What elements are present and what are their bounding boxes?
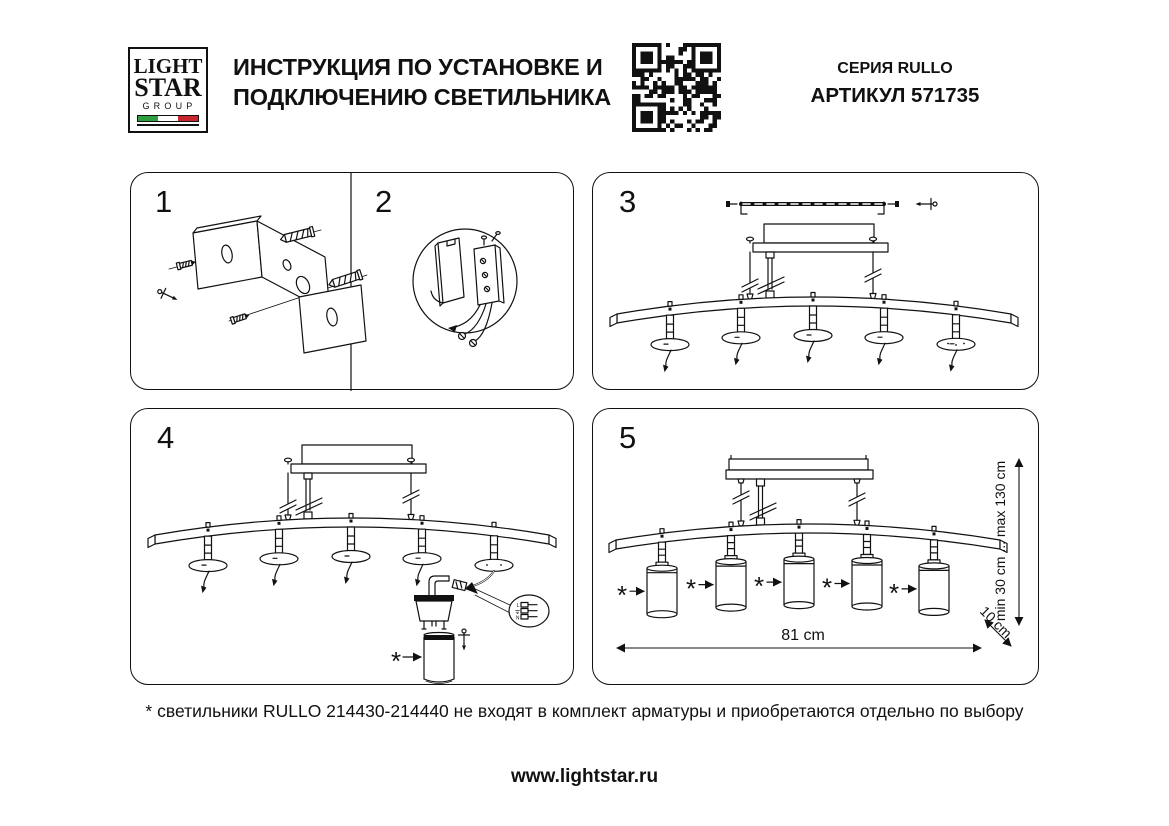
svg-text:*: * (821, 572, 833, 603)
wires (448, 303, 492, 347)
title-line-1: ИНСТРУКЦИЯ ПО УСТАНОВКЕ И (233, 54, 603, 80)
curved-bar (616, 524, 1000, 549)
lamp-socket (414, 576, 454, 629)
ceiling-canopy (285, 445, 427, 473)
logo-word-group: GROUP (142, 101, 197, 111)
qr-code (632, 43, 721, 132)
lightstar-logo (128, 47, 208, 133)
cable-connector (452, 580, 478, 594)
website-url: www.lightstar.ru (510, 766, 659, 787)
flag-white-segment (158, 116, 178, 121)
product-info (795, 60, 995, 108)
article-label: АРТИКУЛ 571735 (810, 84, 980, 107)
step-number-1: 1 (155, 184, 173, 219)
terminal-n-label: N (515, 615, 520, 622)
svg-text:*: * (888, 577, 900, 608)
ceiling-strip (726, 201, 899, 214)
logo-word-star: STAR (134, 73, 202, 102)
panel-step-5 (592, 408, 1039, 685)
step-number-5: 5 (619, 420, 637, 455)
wiring-detail-diagram (413, 229, 517, 347)
screw-icon (459, 629, 470, 651)
screw-icon (156, 286, 180, 305)
svg-text:*: * (685, 573, 697, 604)
fixture-suspension-diagram (593, 173, 1040, 391)
page-title (233, 52, 611, 112)
terminal-l-label: L (516, 603, 520, 609)
logo-underline (137, 124, 199, 126)
dimension-arrows (617, 459, 1019, 648)
panel-step-4 (130, 408, 574, 685)
step-number-3: 3 (619, 184, 637, 219)
depth-dimension-label: 10 cm (976, 602, 1016, 642)
flag-red-segment (178, 116, 198, 121)
panel-steps-1-2 (130, 172, 574, 390)
suspension-rods (733, 479, 865, 526)
svg-text:*: * (753, 571, 765, 602)
lamp-shade (424, 633, 454, 684)
panel-step-3 (592, 172, 1039, 390)
mounting-screw (230, 312, 250, 325)
mounting-bracket-diagram (156, 216, 367, 353)
logo-word-light: LIGHT (133, 54, 203, 78)
cover-plate (431, 238, 464, 306)
series-label: СЕРИЯ RULLO (837, 60, 953, 77)
width-dimension-label: 81 cm (781, 627, 825, 644)
step-number-4: 4 (157, 420, 175, 455)
shade-connection-diagram (131, 409, 575, 686)
footnote: * светильники RULLO 214430-214440 не входят в комплект арматуры и приобретаются отдельно по выбору (145, 701, 1024, 721)
height-dimension-label: min 30 cm ... max 130 cm (992, 460, 1008, 622)
title-line-2: ПОДКЛЮЧЕНИЮ СВЕТИЛЬНИКА (233, 84, 611, 110)
mounting-screw (176, 258, 196, 269)
suspension-rods (280, 473, 419, 520)
ceiling-canopy (726, 456, 873, 484)
step-number-2: 2 (375, 184, 393, 219)
ceiling-canopy (747, 224, 889, 252)
flag-green-segment (138, 116, 158, 121)
svg-text:*: * (616, 580, 628, 611)
terminal-detail-bubble (471, 587, 549, 627)
italian-flag-bar (137, 115, 199, 122)
screw-icon (916, 199, 938, 210)
asterisk-marker: * (390, 646, 402, 676)
